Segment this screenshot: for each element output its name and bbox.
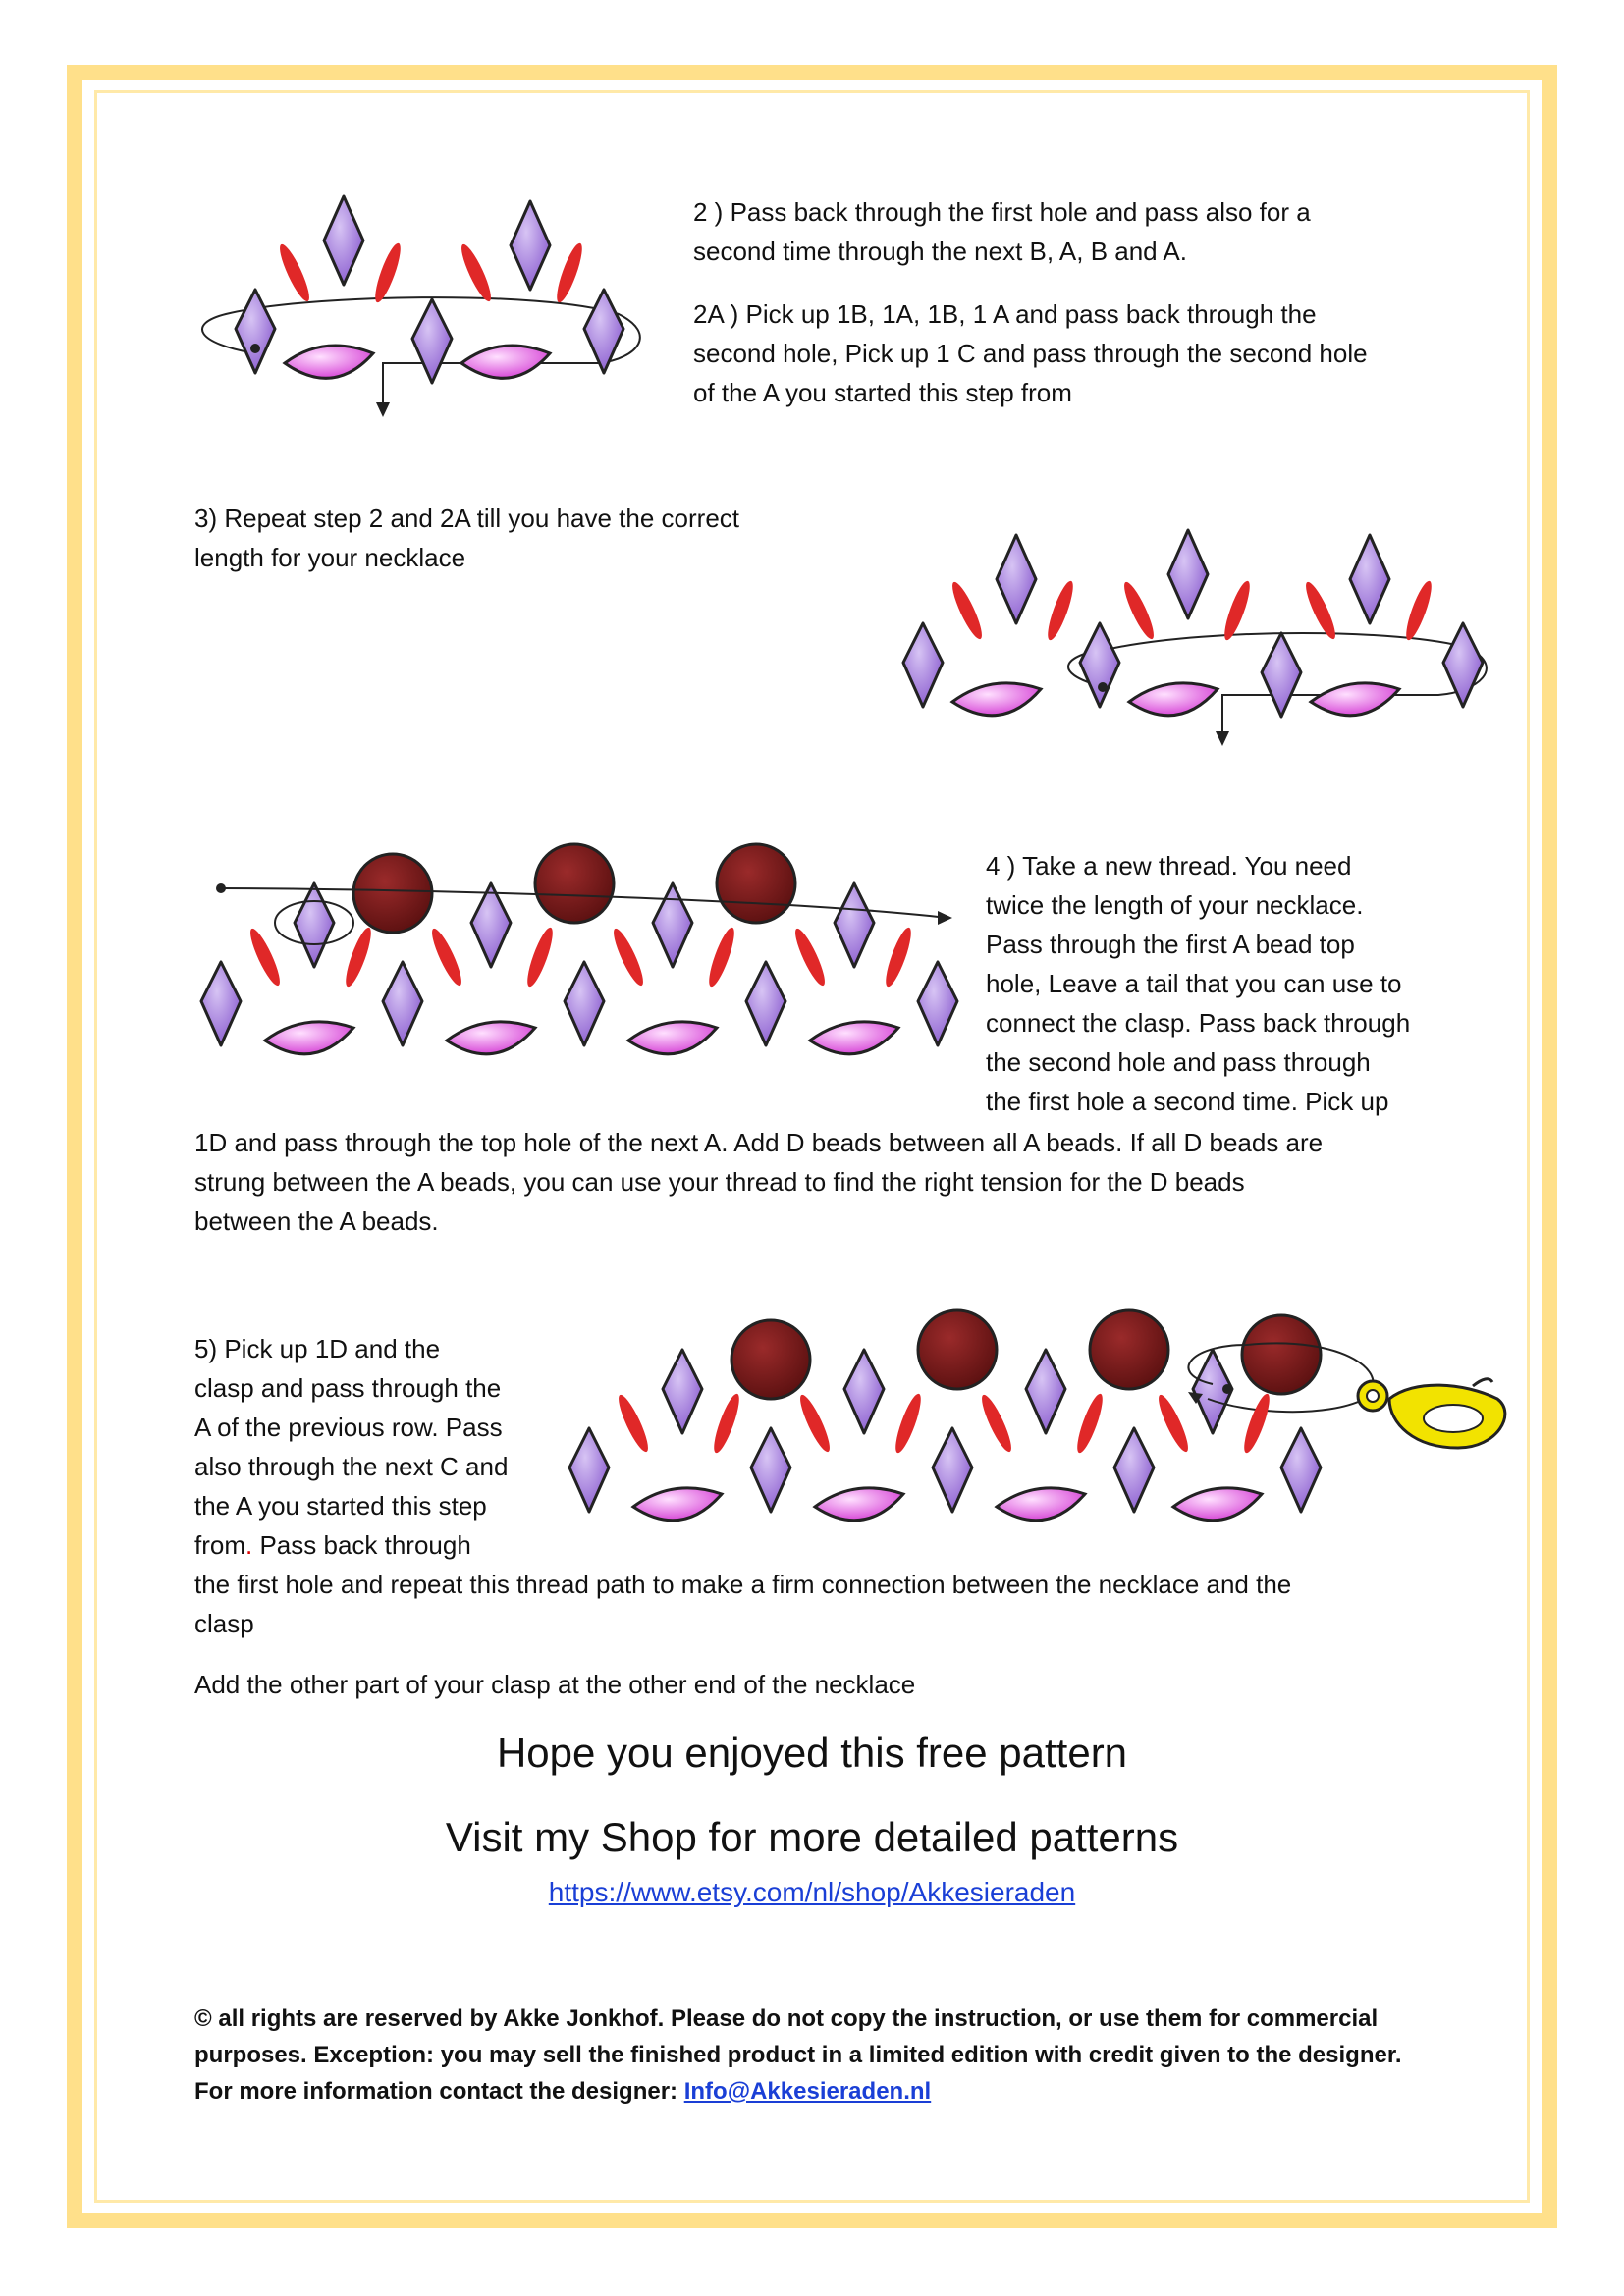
bead-B xyxy=(370,241,405,305)
step5-line6-rest: Pass back through xyxy=(252,1530,471,1560)
bead-B xyxy=(427,926,466,988)
step4-line2: twice the length of your necklace. xyxy=(986,890,1364,920)
bead-A xyxy=(1026,1350,1065,1433)
bead-A xyxy=(933,1428,972,1512)
bead-A xyxy=(1080,623,1119,707)
bead-B xyxy=(457,241,496,304)
shop-link[interactable]: https://www.etsy.com/nl/shop/Akkesieraden xyxy=(548,1877,1076,1907)
step4-line7: the first hole a second time. Pick up xyxy=(986,1087,1389,1116)
closing-line1: Hope you enjoyed this free pattern xyxy=(496,1730,1128,1776)
closing-line2: Visit my Shop for more detailed patterns xyxy=(445,1814,1179,1860)
bead-A xyxy=(295,883,334,967)
bead-B xyxy=(891,1392,925,1456)
step2-line2: second time through the next B, A, B and A. xyxy=(693,237,1187,266)
bead-A xyxy=(412,299,452,383)
bead-C xyxy=(1173,1488,1262,1521)
step5-line6-dot: . xyxy=(245,1530,253,1560)
bead-C xyxy=(1311,683,1399,716)
bead-A xyxy=(569,1428,609,1512)
step4-line5: connect the clasp. Pass back through xyxy=(986,1008,1411,1038)
bead-C xyxy=(952,683,1041,716)
bead-A xyxy=(1281,1428,1321,1512)
bead-B xyxy=(522,926,557,989)
bead-D xyxy=(1090,1310,1168,1389)
bead-A xyxy=(751,1428,790,1512)
bead-D xyxy=(918,1310,997,1389)
bead-A xyxy=(835,883,874,967)
bead-D xyxy=(353,854,432,933)
bead-C xyxy=(285,346,373,378)
bead-C xyxy=(810,1022,898,1054)
step5-line2: clasp and pass through the xyxy=(194,1373,502,1403)
bead-A xyxy=(1168,530,1208,618)
bead-B xyxy=(977,1392,1016,1455)
step5-line8: clasp xyxy=(194,1609,254,1638)
bead-C xyxy=(447,1022,535,1054)
step4-line3: Pass through the first A bead top xyxy=(986,930,1355,959)
bead-D xyxy=(1242,1315,1321,1394)
bead-A xyxy=(201,962,241,1045)
bead-A xyxy=(471,883,511,967)
bead-B xyxy=(1219,579,1254,643)
bead-B xyxy=(245,926,285,988)
bead-A xyxy=(584,290,623,373)
bead-A xyxy=(565,962,604,1045)
step5-line5: the A you started this step xyxy=(194,1491,487,1521)
bead-C xyxy=(997,1488,1085,1521)
bead-A xyxy=(236,290,275,373)
bead-B xyxy=(614,1392,653,1455)
bead-C xyxy=(815,1488,903,1521)
bead-D xyxy=(731,1320,810,1399)
step5-line6-from: from xyxy=(194,1530,245,1560)
bead-B xyxy=(1072,1392,1107,1456)
step4-diagram xyxy=(187,839,972,1085)
bead-B xyxy=(1239,1392,1273,1456)
bead-C xyxy=(265,1022,353,1054)
bead-B xyxy=(704,926,738,989)
bead-A xyxy=(918,962,957,1045)
bead-A xyxy=(383,962,422,1045)
copyright-line1: © all rights are reserved by Akke Jonkhof. Please do not copy the instruction, or use them for commercial xyxy=(194,2005,1379,2032)
step5-line6 xyxy=(194,1525,568,1565)
step3-diagram xyxy=(889,520,1517,756)
bead-C xyxy=(633,1488,722,1521)
step2-line1: 2 ) Pass back through the first hole and pass also for a xyxy=(693,197,1311,227)
step2-diagram xyxy=(187,187,668,422)
bead-C xyxy=(1129,683,1218,716)
bead-D xyxy=(535,844,614,923)
designer-email-link[interactable]: Info@Akkesieraden.nl xyxy=(683,2078,932,2105)
step2a-line2: second hole, Pick up 1 C and pass through the second hole xyxy=(693,339,1368,368)
final-note: Add the other part of your clasp at the other end of the necklace xyxy=(194,1670,916,1699)
bead-B xyxy=(795,1392,835,1455)
step2a-line3: of the A you started this step from xyxy=(693,378,1072,407)
bead-A xyxy=(511,201,550,290)
bead-A xyxy=(663,1350,702,1433)
step3-line1: 3) Repeat step 2 and 2A till you have the correct xyxy=(194,504,740,533)
bead-A xyxy=(324,196,363,285)
copyright-line2: purposes. Exception: you may sell the finished product in a limited edition with credit given to the designer. xyxy=(194,2042,1402,2068)
bead-B xyxy=(709,1392,743,1456)
step3-line2: length for your necklace xyxy=(194,543,466,572)
bead-B xyxy=(1154,1392,1193,1455)
bead-A xyxy=(903,623,943,707)
bead-A xyxy=(1262,633,1301,717)
bead-A xyxy=(1114,1428,1154,1512)
copyright-line3: For more information contact the designer: xyxy=(194,2078,684,2105)
bead-B xyxy=(790,926,830,988)
bead-C xyxy=(461,346,550,378)
bead-B xyxy=(881,926,915,989)
bead-B xyxy=(275,241,314,304)
bead-D xyxy=(717,844,795,923)
step4-line4: hole, Leave a tail that you can use to xyxy=(986,969,1402,998)
step4-line6: the second hole and pass through xyxy=(986,1047,1371,1077)
bead-A xyxy=(1350,535,1389,623)
bead-A xyxy=(997,535,1036,623)
bead-B xyxy=(552,241,586,305)
bead-A xyxy=(844,1350,884,1433)
step5-line1: 5) Pick up 1D and the xyxy=(194,1334,441,1363)
step4-line9: strung between the A beads, you can use your thread to find the right tension for the D beads xyxy=(194,1167,1245,1197)
clasp xyxy=(1358,1379,1505,1448)
bead-B xyxy=(609,926,648,988)
bead-A xyxy=(746,962,785,1045)
step4-line10: between the A beads. xyxy=(194,1206,439,1236)
step4-line1: 4 ) Take a new thread. You need xyxy=(986,851,1352,881)
bead-B xyxy=(947,579,987,642)
step5-diagram xyxy=(560,1306,1522,1571)
step4-line8: 1D and pass through the top hole of the next A. Add D beads between all A beads. If all D beads are xyxy=(194,1128,1324,1157)
step5-line7: the first hole and repeat this thread path to make a firm connection between the necklace and the xyxy=(194,1570,1292,1599)
step2a-line1: 2A ) Pick up 1B, 1A, 1B, 1 A and pass back through the xyxy=(693,299,1317,329)
bead-B xyxy=(1401,579,1435,643)
bead-A xyxy=(653,883,692,967)
step5-line3: A of the previous row. Pass xyxy=(194,1413,503,1442)
bead-C xyxy=(628,1022,717,1054)
step5-line4: also through the next C and xyxy=(194,1452,509,1481)
bead-B xyxy=(1119,579,1159,642)
bead-B xyxy=(1043,579,1077,643)
